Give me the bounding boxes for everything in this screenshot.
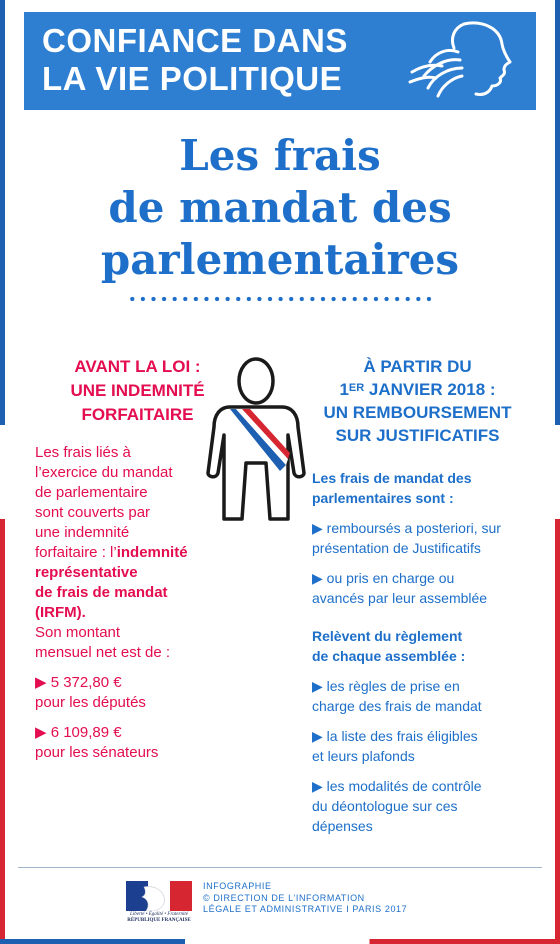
- banner-title-line-2: LA VIE POLITIQUE: [42, 60, 343, 97]
- list-item: [312, 676, 540, 716]
- irfm-term-line: de frais de mandat: [35, 584, 168, 601]
- forfait-prefix: forfaitaire : l’: [35, 544, 117, 561]
- left-heading-line-2: UNE INDEMNITÉ: [70, 381, 205, 400]
- parliamentarian-with-sash-icon: [200, 355, 310, 525]
- right-heading-line-2: [300, 378, 535, 401]
- banner-title: [42, 22, 348, 98]
- dotted-separator: [127, 296, 433, 302]
- rules-heading: [312, 626, 540, 666]
- right-heading-line-3: UN REMBOURSEMENT: [323, 403, 512, 422]
- list-item: [312, 776, 540, 836]
- amount-deputes-value: ▶ 5 372,80 €: [35, 674, 122, 691]
- list-item-line: charge des frais de mandat: [312, 698, 482, 714]
- list-item-line: ▶ les modalités de contrôle: [312, 778, 482, 794]
- footer-line-1: INFOGRAPHIE: [203, 881, 272, 891]
- left-heading-line-1: AVANT LA LOI :: [74, 357, 201, 376]
- amount-senateurs-label: pour les sénateurs: [35, 744, 159, 761]
- rules-heading-line: Relèvent du règlement: [312, 628, 463, 644]
- republique-francaise-logo-icon: [126, 881, 192, 911]
- logo-caption: [126, 912, 192, 924]
- header-banner: [24, 12, 536, 110]
- list-item-line: ▶ ou pris en charge ou: [312, 570, 455, 586]
- left-text-line: une indemnité: [35, 524, 130, 541]
- list-item-line: dépenses: [312, 818, 373, 834]
- intro: [312, 468, 540, 508]
- left-heading-line-3: FORFAITAIRE: [81, 405, 194, 424]
- intro-line: parlementaires sont :: [312, 490, 454, 506]
- left-text-line: [35, 543, 250, 563]
- right-heading-line-4: SUR JUSTIFICATIFS: [335, 426, 500, 445]
- page-title-line-3: parlementaires: [100, 235, 460, 284]
- logo-republique: RÉPUBLIQUE FRANÇAISE: [127, 918, 191, 923]
- list-item: [312, 726, 540, 766]
- list-item-line: avancés par leur assemblée: [312, 590, 488, 606]
- left-text-line: Les frais liés à: [35, 444, 131, 461]
- irfm-term-line: (IRFM).: [35, 604, 86, 621]
- tricolor-border-bottom: [0, 939, 560, 944]
- montant-line: Son montant: [35, 624, 121, 641]
- marianne-profile-icon: [402, 18, 522, 104]
- footer-line-2: © DIRECTION DE L’INFORMATION: [203, 892, 365, 903]
- list-item: [312, 568, 540, 608]
- amount-deputes: [35, 673, 250, 713]
- list-item-line: et leurs plafonds: [312, 748, 415, 764]
- date-rest: JANVIER 2018 :: [364, 380, 496, 399]
- left-text-line: sont couverts par: [35, 504, 151, 521]
- amount-deputes-label: pour les députés: [35, 694, 146, 711]
- left-text-line: l’exercice du mandat: [35, 464, 173, 481]
- footer-divider: [18, 867, 542, 868]
- banner-title-line-1: CONFIANCE DANS: [42, 22, 348, 59]
- amount-senateurs-value: ▶ 6 109,89 €: [35, 724, 122, 741]
- right-heading-line-1: À PARTIR DU: [363, 357, 472, 376]
- list-item-line: ▶ les règles de prise en: [312, 678, 460, 694]
- page-title-line-1: Les frais: [179, 131, 381, 180]
- page-title: [0, 130, 560, 286]
- date-day: 1: [339, 380, 349, 399]
- list-item-line: ▶ la liste des frais éligibles: [312, 728, 478, 744]
- irfm-term: indemnité: [116, 544, 188, 561]
- amount-senateurs: [35, 723, 250, 763]
- logo-motto: Liberté • Égalité • Fraternité: [130, 912, 188, 917]
- irfm-term-line: représentative: [35, 564, 138, 581]
- list-item-line: du déontologue sur ces: [312, 798, 458, 814]
- montant-line: mensuel net est de :: [35, 644, 171, 661]
- date-ordinal: ER: [348, 382, 365, 394]
- right-column-text: [312, 468, 540, 836]
- left-text-line: de parlementaire: [35, 484, 148, 501]
- intro-line: Les frais de mandat des: [312, 470, 472, 486]
- rules-heading-line: de chaque assemblée :: [312, 648, 466, 664]
- list-item-line: présentation de Justificatifs: [312, 540, 481, 556]
- list-item: [312, 518, 540, 558]
- footer-line-3: LÉGALE ET ADMINISTRATIVE I PARIS 2017: [203, 904, 408, 914]
- list-item-line: ▶ remboursés a posteriori, sur: [312, 520, 501, 536]
- page-title-line-2: de mandat des: [108, 183, 452, 232]
- footer-credits: [203, 881, 503, 916]
- right-column-heading: [300, 355, 535, 447]
